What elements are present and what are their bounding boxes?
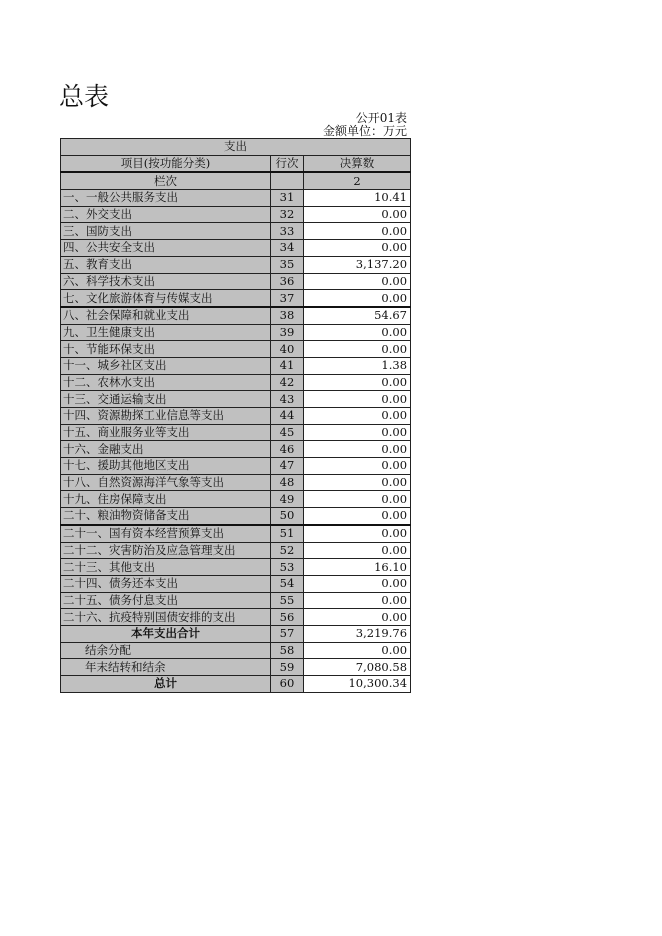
row-label: 十九、住房保障支出 bbox=[61, 491, 271, 508]
row-amount: 0.00 bbox=[304, 324, 411, 341]
row-label: 十四、资源勘探工业信息等支出 bbox=[61, 408, 271, 425]
row-amount: 0.00 bbox=[304, 408, 411, 425]
row-amount: 54.67 bbox=[304, 307, 411, 324]
row-number: 37 bbox=[271, 290, 304, 307]
row-number: 41 bbox=[271, 357, 304, 374]
row-number: 52 bbox=[271, 542, 304, 559]
row-label: 总计 bbox=[61, 676, 271, 693]
table-row bbox=[61, 374, 411, 391]
form-number: 公开01表 bbox=[355, 111, 407, 125]
table-row bbox=[61, 525, 411, 542]
row-amount: 0.00 bbox=[304, 441, 411, 458]
row-label: 十八、自然资源海洋气象等支出 bbox=[61, 474, 271, 491]
column-header-amount: 决算数 bbox=[304, 155, 411, 172]
row-amount: 0.00 bbox=[304, 240, 411, 257]
row-label: 二十五、债务付息支出 bbox=[61, 592, 271, 609]
table-row bbox=[61, 290, 411, 307]
row-amount: 10.41 bbox=[304, 190, 411, 207]
table-row bbox=[61, 592, 411, 609]
row-amount: 0.00 bbox=[304, 374, 411, 391]
row-number: 54 bbox=[271, 575, 304, 592]
row-amount: 0.00 bbox=[304, 206, 411, 223]
row-amount: 10,300.34 bbox=[304, 676, 411, 693]
row-amount: 0.00 bbox=[304, 508, 411, 525]
row-number: 58 bbox=[271, 642, 304, 659]
row-number: 43 bbox=[271, 391, 304, 408]
row-number: 31 bbox=[271, 190, 304, 207]
row-label: 本年支出合计 bbox=[61, 625, 271, 642]
row-amount: 3,137.20 bbox=[304, 256, 411, 273]
column-index-value: 2 bbox=[304, 172, 411, 189]
table-row bbox=[61, 223, 411, 240]
row-amount: 0.00 bbox=[304, 592, 411, 609]
row-number: 44 bbox=[271, 408, 304, 425]
row-amount: 0.00 bbox=[304, 474, 411, 491]
table-row bbox=[61, 391, 411, 408]
carryover-row bbox=[61, 659, 411, 676]
row-label: 二、外交支出 bbox=[61, 206, 271, 223]
column-header-row bbox=[61, 155, 411, 172]
row-number: 51 bbox=[271, 525, 304, 542]
row-label: 六、科学技术支出 bbox=[61, 273, 271, 290]
table-row bbox=[61, 542, 411, 559]
row-label: 二十一、国有资本经营预算支出 bbox=[61, 525, 271, 542]
row-label: 五、教育支出 bbox=[61, 256, 271, 273]
table-row bbox=[61, 458, 411, 475]
row-label: 十、节能环保支出 bbox=[61, 341, 271, 358]
table-row bbox=[61, 307, 411, 324]
row-label: 四、公共安全支出 bbox=[61, 240, 271, 257]
table-row bbox=[61, 357, 411, 374]
table-row bbox=[61, 441, 411, 458]
total-year-row bbox=[61, 625, 411, 642]
row-number: 40 bbox=[271, 341, 304, 358]
column-index-label: 栏次 bbox=[61, 172, 271, 189]
row-number: 34 bbox=[271, 240, 304, 257]
row-label: 二十、粮油物资储备支出 bbox=[61, 508, 271, 525]
row-number: 35 bbox=[271, 256, 304, 273]
row-label: 十二、农林水支出 bbox=[61, 374, 271, 391]
row-label: 十一、城乡社区支出 bbox=[61, 357, 271, 374]
column-header-item: 项目(按功能分类) bbox=[61, 155, 271, 172]
grand-total-row bbox=[61, 676, 411, 693]
row-label: 七、文化旅游体育与传媒支出 bbox=[61, 290, 271, 307]
row-amount: 0.00 bbox=[304, 223, 411, 240]
row-label: 二十二、灾害防治及应急管理支出 bbox=[61, 542, 271, 559]
surplus-row bbox=[61, 642, 411, 659]
row-number: 55 bbox=[271, 592, 304, 609]
row-amount: 7,080.58 bbox=[304, 659, 411, 676]
amount-unit: 金额单位：万元 bbox=[322, 124, 407, 138]
row-amount: 0.00 bbox=[304, 458, 411, 475]
row-label: 九、卫生健康支出 bbox=[61, 324, 271, 341]
row-amount: 0.00 bbox=[304, 341, 411, 358]
row-number: 48 bbox=[271, 474, 304, 491]
table-row bbox=[61, 256, 411, 273]
row-label: 结余分配 bbox=[61, 642, 271, 659]
row-label: 二十四、债务还本支出 bbox=[61, 575, 271, 592]
row-label: 十五、商业服务业等支出 bbox=[61, 424, 271, 441]
table-row bbox=[61, 273, 411, 290]
row-number: 59 bbox=[271, 659, 304, 676]
row-label: 十六、金融支出 bbox=[61, 441, 271, 458]
column-index-row bbox=[61, 172, 411, 189]
table-row bbox=[61, 190, 411, 207]
row-number: 36 bbox=[271, 273, 304, 290]
row-number: 47 bbox=[271, 458, 304, 475]
row-number: 60 bbox=[271, 676, 304, 693]
row-amount: 0.00 bbox=[304, 290, 411, 307]
row-number: 50 bbox=[271, 508, 304, 525]
row-number: 32 bbox=[271, 206, 304, 223]
row-number: 45 bbox=[271, 424, 304, 441]
column-index-empty bbox=[271, 172, 304, 189]
row-label: 三、国防支出 bbox=[61, 223, 271, 240]
row-amount: 0.00 bbox=[304, 642, 411, 659]
row-number: 39 bbox=[271, 324, 304, 341]
section-header: 支出 bbox=[61, 139, 411, 156]
row-number: 46 bbox=[271, 441, 304, 458]
row-amount: 0.00 bbox=[304, 525, 411, 542]
row-label: 年末结转和结余 bbox=[61, 659, 271, 676]
table-row bbox=[61, 424, 411, 441]
column-header-row-no: 行次 bbox=[271, 155, 304, 172]
row-number: 38 bbox=[271, 307, 304, 324]
table-row bbox=[61, 491, 411, 508]
row-amount: 0.00 bbox=[304, 491, 411, 508]
table-row bbox=[61, 474, 411, 491]
row-number: 42 bbox=[271, 374, 304, 391]
table-row bbox=[61, 609, 411, 626]
row-amount: 0.00 bbox=[304, 273, 411, 290]
section-header-row bbox=[61, 139, 411, 156]
table-row bbox=[61, 324, 411, 341]
row-label: 八、社会保障和就业支出 bbox=[61, 307, 271, 324]
row-amount: 0.00 bbox=[304, 575, 411, 592]
row-amount: 0.00 bbox=[304, 542, 411, 559]
table-body bbox=[61, 139, 411, 693]
row-label: 十七、援助其他地区支出 bbox=[61, 458, 271, 475]
row-number: 56 bbox=[271, 609, 304, 626]
row-number: 57 bbox=[271, 625, 304, 642]
table-row bbox=[61, 575, 411, 592]
row-amount: 16.10 bbox=[304, 559, 411, 576]
row-amount: 0.00 bbox=[304, 391, 411, 408]
row-number: 49 bbox=[271, 491, 304, 508]
row-label: 二十三、其他支出 bbox=[61, 559, 271, 576]
row-amount: 3,219.76 bbox=[304, 625, 411, 642]
table-row bbox=[61, 508, 411, 525]
row-amount: 0.00 bbox=[304, 424, 411, 441]
row-amount: 0.00 bbox=[304, 609, 411, 626]
table-row bbox=[61, 206, 411, 223]
table-row bbox=[61, 408, 411, 425]
page-title: 总表 bbox=[59, 82, 110, 111]
row-amount: 1.38 bbox=[304, 357, 411, 374]
table-row bbox=[61, 240, 411, 257]
row-number: 53 bbox=[271, 559, 304, 576]
table-row bbox=[61, 341, 411, 358]
row-number: 33 bbox=[271, 223, 304, 240]
table-row bbox=[61, 559, 411, 576]
expenditure-table bbox=[60, 138, 411, 693]
row-label: 二十六、抗疫特别国债安排的支出 bbox=[61, 609, 271, 626]
row-label: 一、一般公共服务支出 bbox=[61, 190, 271, 207]
row-label: 十三、交通运输支出 bbox=[61, 391, 271, 408]
